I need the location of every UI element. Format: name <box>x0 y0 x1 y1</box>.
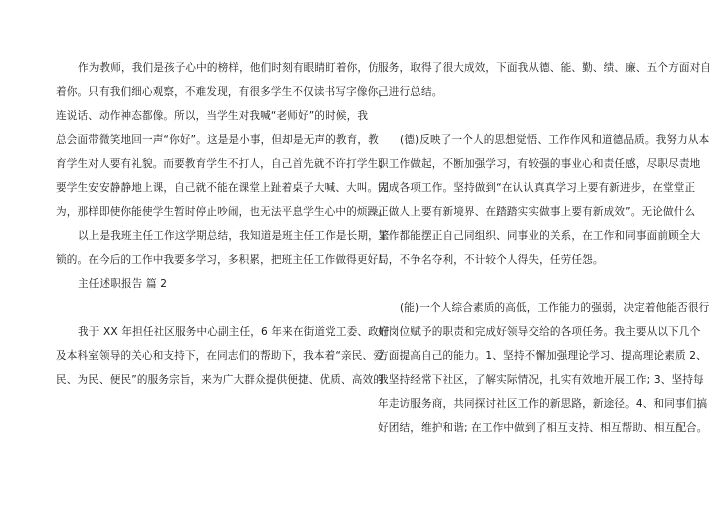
text-line: 我坚持经常下社区，了解实际情况，扎实有效地开展工作; 3、坚持每 <box>378 374 704 386</box>
text-line: 民、为民、便民”的服务宗旨，来为广大群众提供便捷、优质、高效的 <box>56 374 384 386</box>
text-line: 连说话、动作神态都像。所以，当学生对我喊“老师好”的时候，我 <box>56 110 369 122</box>
blank-space <box>378 104 684 128</box>
text-line: 为，那样即使你能使学生暂时停止吵闹，也无法平息学生心中的烦躁。 <box>56 206 390 218</box>
section-heading: 主任述职报告 篇 2 <box>78 278 168 290</box>
text-line: 我于 XX 年担任社区服务中心副主任，6 年来在街道党工委、政府 <box>78 326 390 338</box>
text-line: 好岗位赋予的职责和完成好领导交给的各项任务。我主要从以下几个 <box>378 326 701 338</box>
left-column <box>56 56 390 392</box>
text-line: 局，不争名夺利，不计较个人得失，任劳任怨。 <box>378 254 604 266</box>
text-line: (德)反映了一个人的思想觉悟、工作作风和道德品质。我努力从本 <box>400 134 710 146</box>
blank-space <box>378 272 684 296</box>
text-line: 己进行总结。 <box>378 86 443 98</box>
text-line: 方面提高自己的能力。1、坚持不懈加强理论学习、提高理论素质 2、 <box>378 350 707 362</box>
text-line: 职工作做起，不断加强学习，有较强的事业心和责任感，尽职尽责地 <box>378 158 701 170</box>
text-line: 完成各项工作。坚持做到“在认认真真学习上要有新进步，在堂堂正 <box>378 182 696 194</box>
text-line: 作为教师，我们是孩子心中的榜样，他们时刻有眼睛盯着你，仿 <box>78 62 379 74</box>
text-line: 年走访服务商，共同探讨社区工作的新思路，新途径。4、和同事们搞 <box>378 398 708 410</box>
text-line: 工作都能摆正自己同组织、同事业的关系，在工作和同事面前顾全大 <box>378 230 701 242</box>
text-line: 正做人上要有新境界、在踏踏实实做事上要有新成效”。无论做什么 <box>378 206 696 218</box>
text-line: 育学生对人要有礼貌。而要教育学生不打人，自己首先就不许打学生； <box>56 158 390 170</box>
blank-space <box>56 296 356 320</box>
text-line: 服务，取得了很大成效，下面我从德、能、勤、绩、廉、五个方面对自 <box>378 62 712 74</box>
text-line: 及本科室领导的关心和支持下，在同志们的帮助下，我本着“亲民、爱 <box>56 350 384 362</box>
text-line: 要学生安安静静地上课，自己就不能在课堂上趾着桌子大喊、大叫。因 <box>56 182 390 194</box>
text-line: (能)一个人综合素质的高低，工作能力的强弱，决定着他能否很行 <box>400 302 710 314</box>
text-line: 以上是我班主任工作这学期总结，我知道是班主任工作是长期，繁 <box>78 230 390 242</box>
text-line: 锁的。在今后的工作中我要多学习，多积累，把班主任工作做得更好！ <box>56 254 390 266</box>
right-column <box>378 56 712 440</box>
text-line: 总会面带微笑地回一声“你好”。这是是小事，但却是无声的教育，教 <box>56 134 379 146</box>
text-line: 好团结，维护和谐; 在工作中做到了相互支持、相互帮助、相互配合。 <box>378 422 708 434</box>
text-line: 着你。只有我们细心观察，不难发现，有很多学生不仅读书写字像你， <box>56 86 390 98</box>
